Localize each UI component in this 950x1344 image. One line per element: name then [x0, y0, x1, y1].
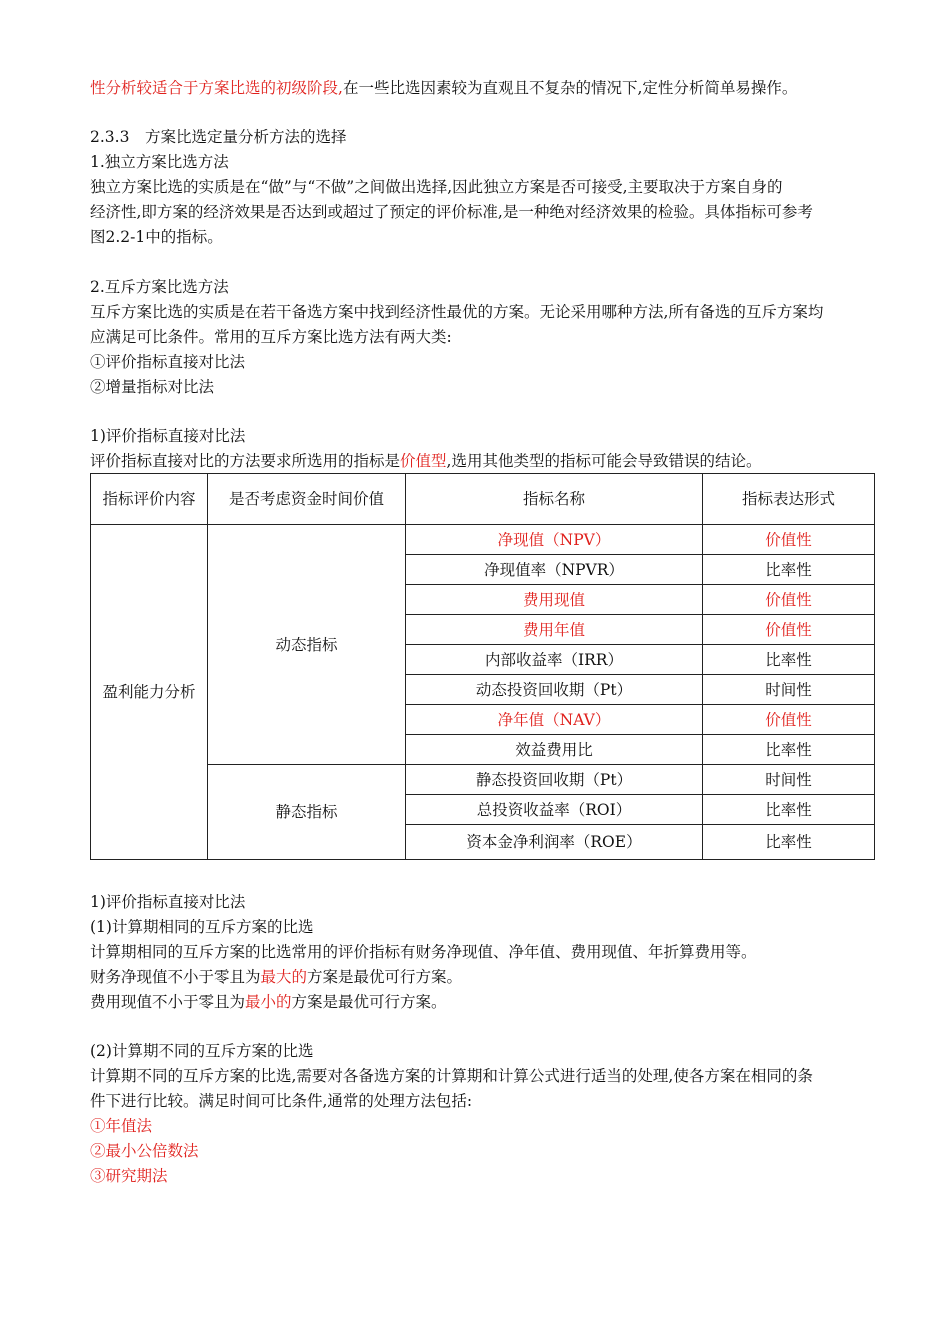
list-item-method-1: ①评价指标直接对比法: [90, 353, 246, 371]
list-item-method-2: ②增量指标对比法: [90, 378, 215, 396]
indicator-form: 比率性: [703, 795, 875, 825]
cost-rule-post: 方案是最优可行方案。: [291, 993, 447, 1011]
npv-rule-highlight: 最大的: [260, 968, 308, 986]
indicator-name: 资本金净利润率（ROE）: [406, 825, 703, 860]
paragraph-npv-rule: [90, 965, 462, 989]
section-heading-233: 2.3.3 方案比选定量分析方法的选择: [90, 128, 347, 146]
indicator-name: 净现值率（NPVR）: [406, 555, 703, 585]
indicator-form: 价值性: [703, 585, 875, 615]
indicator-form: 时间性: [703, 675, 875, 705]
paragraph-different-period-line-1: 计算期不同的互斥方案的比选,需要对各备选方案的计算期和计算公式进行适当的处理,使各方案在相同的条: [90, 1067, 813, 1085]
indicator-name: 效益费用比: [406, 735, 703, 765]
method-study-period: ③研究期法: [90, 1167, 168, 1185]
indicator-name: 总投资收益率（ROI）: [406, 795, 703, 825]
paragraph-value-type: [90, 449, 761, 473]
indicator-form: 比率性: [703, 555, 875, 585]
paragraph-independent-line-2: 经济性,即方案的经济效果是否达到或超过了预定的评价标准,是一种绝对经济效果的检验。具体指标可参考: [90, 203, 813, 221]
value-type-text-post: ,选用其他类型的指标可能会导致错误的结论。: [446, 452, 762, 470]
indicator-name: 净年值（NAV）: [406, 705, 703, 735]
value-type-text-pre: 评价指标直接对比的方法要求所选用的指标是: [90, 452, 401, 470]
subheading-mutually-exclusive: 2.互斥方案比选方法: [90, 278, 229, 296]
subheading-independent: 1.独立方案比选方法: [90, 153, 229, 171]
header-indicator-name: 指标名称: [406, 474, 703, 525]
section-heading-direct-comparison: 1)评价指标直接对比法: [90, 427, 246, 445]
indicator-form: 比率性: [703, 825, 875, 860]
group-dynamic: 动态指标: [208, 525, 406, 765]
value-type-highlight: 价值型: [400, 452, 447, 470]
indicator-name: 费用年值: [406, 615, 703, 645]
method-lcm: ②最小公倍数法: [90, 1142, 199, 1160]
subheading-same-period: (1)计算期相同的互斥方案的比选: [90, 918, 314, 936]
cost-rule-pre: 费用现值不小于零且为: [90, 993, 246, 1011]
section-heading-direct-comparison-2: 1)评价指标直接对比法: [90, 893, 246, 911]
paragraph-independent-line-1: 独立方案比选的实质是在“做”与“不做”之间做出选择,因此独立方案是否可接受,主要取决于方案自身的: [90, 178, 783, 196]
indicator-name: 内部收益率（IRR）: [406, 645, 703, 675]
paragraph-exclusive-line-1: 互斥方案比选的实质是在若干备选方案中找到经济性最优的方案。无论采用哪种方法,所有备选的互斥方案均: [90, 303, 824, 321]
cost-rule-highlight: 最小的: [245, 993, 292, 1011]
indicator-form: 比率性: [703, 735, 875, 765]
header-expression-form: 指标表达形式: [703, 474, 875, 525]
paragraph-independent-line-3: 图2.2-1中的指标。: [90, 228, 223, 246]
indicator-form: 时间性: [703, 765, 875, 795]
paragraph-same-period: 计算期相同的互斥方案的比选常用的评价指标有财务净现值、净年值、费用现值、年折算费用等。: [90, 943, 757, 961]
paragraph-cost-rule: [90, 990, 447, 1014]
table-row: [91, 765, 875, 795]
indicator-table: [90, 473, 875, 860]
indicator-form: 价值性: [703, 615, 875, 645]
indicator-form: 比率性: [703, 645, 875, 675]
header-time-value: 是否考虑资金时间价值: [208, 474, 406, 525]
indicator-form: 价值性: [703, 525, 875, 555]
table-row: [91, 525, 875, 555]
category-profitability: 盈利能力分析: [91, 525, 208, 860]
intro-paragraph: [90, 76, 797, 100]
indicator-name: 动态投资回收期（Pt）: [406, 675, 703, 705]
method-annual-value: ①年值法: [90, 1117, 153, 1135]
indicator-name: 净现值（NPV）: [406, 525, 703, 555]
npv-rule-post: 方案是最优可行方案。: [307, 968, 463, 986]
table-header-row: [91, 474, 875, 525]
paragraph-different-period-line-2: 件下进行比较。满足时间可比条件,通常的处理方法包括:: [90, 1092, 473, 1110]
group-static: 静态指标: [208, 765, 406, 860]
paragraph-exclusive-line-2: 应满足可比条件。常用的互斥方案比选方法有两大类:: [90, 328, 452, 346]
header-evaluation-content: 指标评价内容: [91, 474, 208, 525]
intro-text: 在一些比选因素较为直观且不复杂的情况下,定性分析简单易操作。: [342, 79, 798, 97]
indicator-name: 费用现值: [406, 585, 703, 615]
subheading-different-period: (2)计算期不同的互斥方案的比选: [90, 1042, 314, 1060]
indicator-form: 价值性: [703, 705, 875, 735]
npv-rule-pre: 财务净现值不小于零且为: [90, 968, 261, 986]
intro-highlight: 性分析较适合于方案比选的初级阶段,: [90, 79, 343, 97]
indicator-name: 静态投资回收期（Pt）: [406, 765, 703, 795]
